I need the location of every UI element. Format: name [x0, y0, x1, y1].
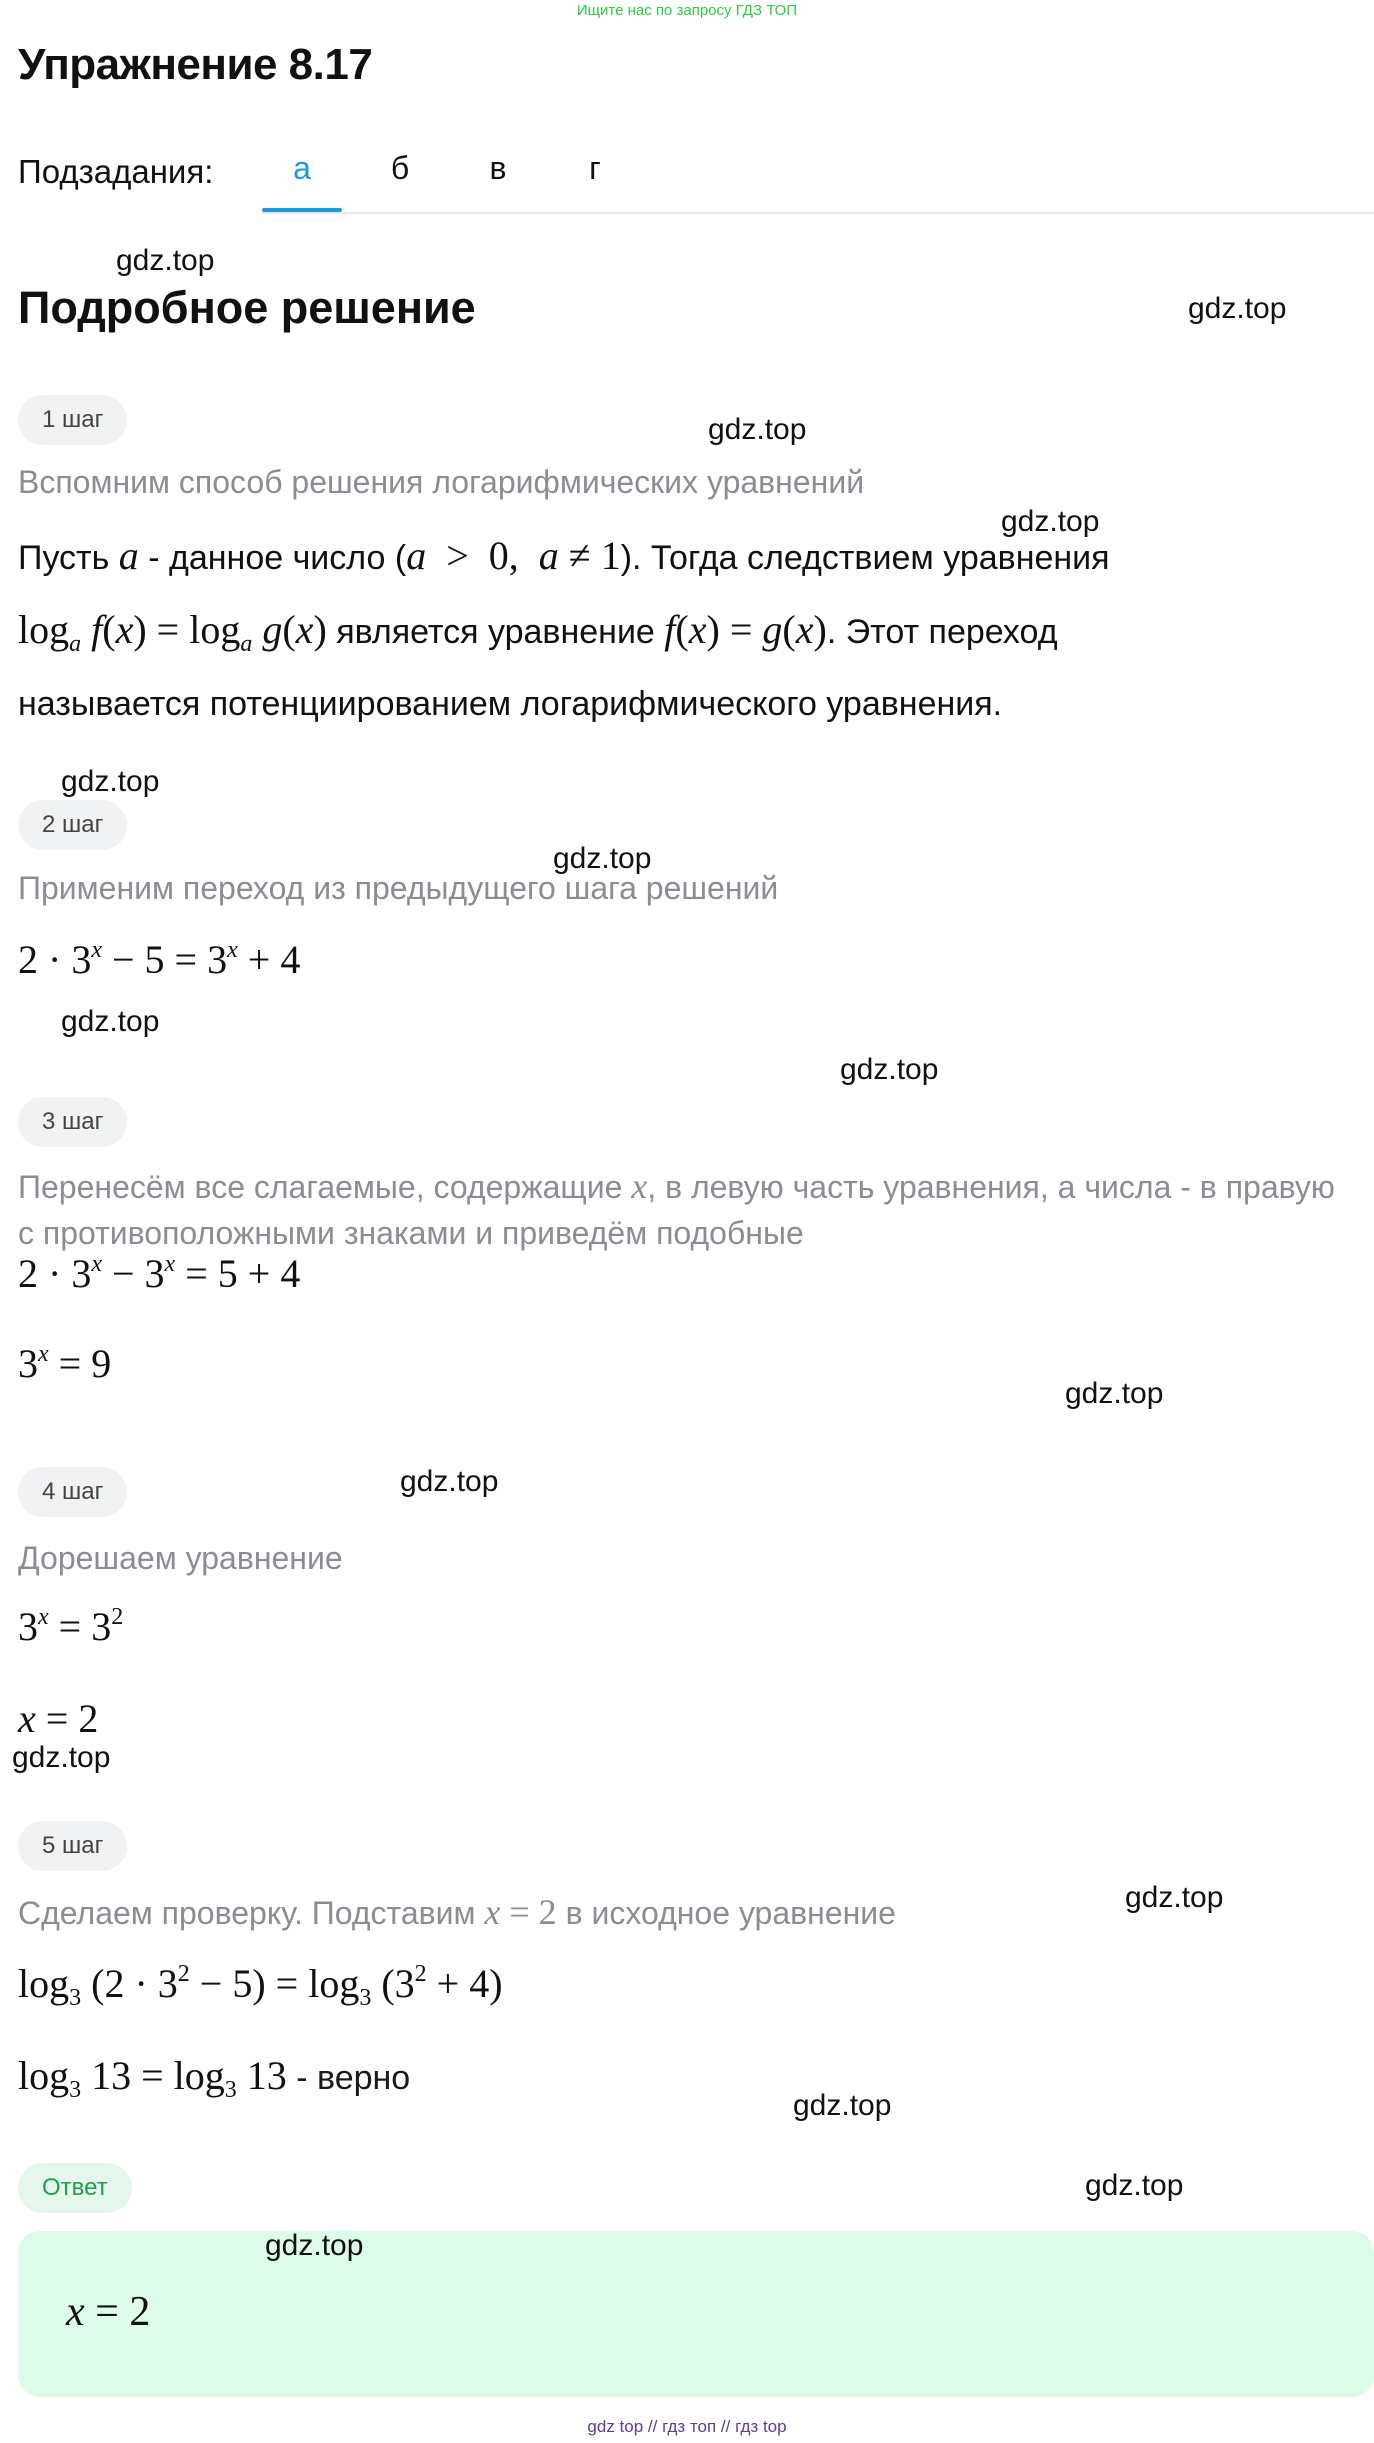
watermark: gdz.top	[12, 1741, 111, 1774]
verdict-text: - верно	[286, 2059, 411, 2097]
tabs-divider	[262, 212, 1374, 214]
step-1-text	[18, 520, 1358, 740]
math-potentiated-equation: f(x) = g(x)	[664, 607, 827, 652]
watermark: gdz.top	[61, 1005, 160, 1038]
math-answer: x = 2	[66, 2289, 151, 2335]
tab-subtask-a[interactable]: а	[293, 150, 311, 186]
tab-subtask-v[interactable]: в	[489, 150, 507, 186]
tab-subtask-g[interactable]: г	[589, 150, 601, 186]
top-promo-note: Ищите нас по запросу ГДЗ ТОП	[576, 2, 798, 19]
watermark: gdz.top	[116, 244, 215, 277]
math-step-3-equation-1: $2 \cdot 3^x - 3^x = 5 + 4$	[18, 1251, 301, 1296]
math-step-4-equation-1: $3^x = 3^2$	[18, 1604, 124, 1649]
active-tab-indicator	[262, 208, 342, 212]
watermark: gdz.top	[1125, 1881, 1224, 1914]
step-badge-1: 1 шаг	[18, 395, 127, 445]
watermark: gdz.top	[1065, 1377, 1164, 1410]
math-condition: a > 0, a ≠ 1	[406, 533, 621, 578]
step-badge-5: 5 шаг	[18, 1821, 127, 1871]
step-3-hint-part: с противоположными знаками и приведём подобные	[18, 1215, 804, 1251]
math-step-3-equation-2: $3^x = 9$	[18, 1341, 112, 1386]
step-badge-4: 4 шаг	[18, 1467, 127, 1517]
step-badge-3: 3 шаг	[18, 1097, 127, 1147]
exercise-title: Упражнение 8.17	[18, 40, 373, 89]
step-3-hint	[18, 1163, 1358, 1256]
watermark: gdz.top	[553, 842, 652, 875]
step-1-text-part: - данное число (	[138, 539, 407, 577]
math-step-4-equation-2: x = 2	[18, 1696, 99, 1741]
step-5-hint-part: в исходное уравнение	[556, 1895, 896, 1931]
step-3-hint-part: Перенесём все слагаемые, содержащие	[18, 1169, 632, 1205]
math-log-equation: $\log_a f(x) = \log_a g(x)$	[18, 607, 327, 657]
answer-box	[18, 2231, 1374, 2397]
step-badge-2: 2 шаг	[18, 800, 127, 850]
step-4-hint: Дорешаем уравнение	[18, 1540, 343, 1576]
watermark: gdz.top	[1001, 505, 1100, 538]
math-step-5-check-2: $\log_3 13 = \log_3 13$	[18, 2053, 287, 2103]
step-3-hint-part: , в левую часть уравнения, а числа - в правую	[647, 1169, 1335, 1205]
subtasks-label: Подзадания:	[18, 153, 214, 190]
math-step-5-check-1: $\log_3 (2 \cdot 3^2 - 5) = \log_3 (3^2 + 4)$	[18, 1961, 503, 2011]
watermark: gdz.top	[708, 413, 807, 446]
watermark: gdz.top	[61, 765, 160, 798]
math-a: a	[118, 533, 139, 578]
answer-badge: Ответ	[18, 2163, 132, 2213]
watermark: gdz.top	[793, 2089, 892, 2122]
step-1-text-part: является уравнение	[326, 613, 665, 651]
watermark: gdz.top	[840, 1053, 939, 1086]
section-title: Подробное решение	[18, 282, 476, 333]
step-2-hint: Применим переход из предыдущего шага решений	[18, 870, 779, 906]
watermark: gdz.top	[400, 1465, 499, 1498]
step-5-hint-part: Сделаем проверку. Подставим	[18, 1895, 485, 1931]
math-x: x	[631, 1166, 648, 1206]
step-5-check-2	[18, 2052, 411, 2103]
watermark: gdz.top	[1188, 292, 1287, 325]
watermark: gdz.top	[1085, 2169, 1184, 2202]
tab-subtask-b[interactable]: б	[390, 150, 410, 186]
step-1-text-part: ). Тогда следствием уравнения	[620, 539, 1110, 577]
math-x-equals-2: x = 2	[484, 1892, 557, 1932]
step-1-text-part: . Этот переход	[826, 613, 1058, 651]
step-1-text-part: называется потенциированием логарифмического уравнения.	[18, 685, 1003, 723]
watermark: gdz.top	[265, 2229, 364, 2262]
step-1-text-part: Пусть	[18, 539, 110, 577]
math-step-2-equation: $2 \cdot 3^x - 5 = 3^x + 4$	[18, 937, 301, 982]
step-1-hint: Вспомним способ решения логарифмических уравнений	[18, 464, 865, 500]
footer-links: gdz top // гдз топ // гдз top	[587, 2417, 787, 2436]
